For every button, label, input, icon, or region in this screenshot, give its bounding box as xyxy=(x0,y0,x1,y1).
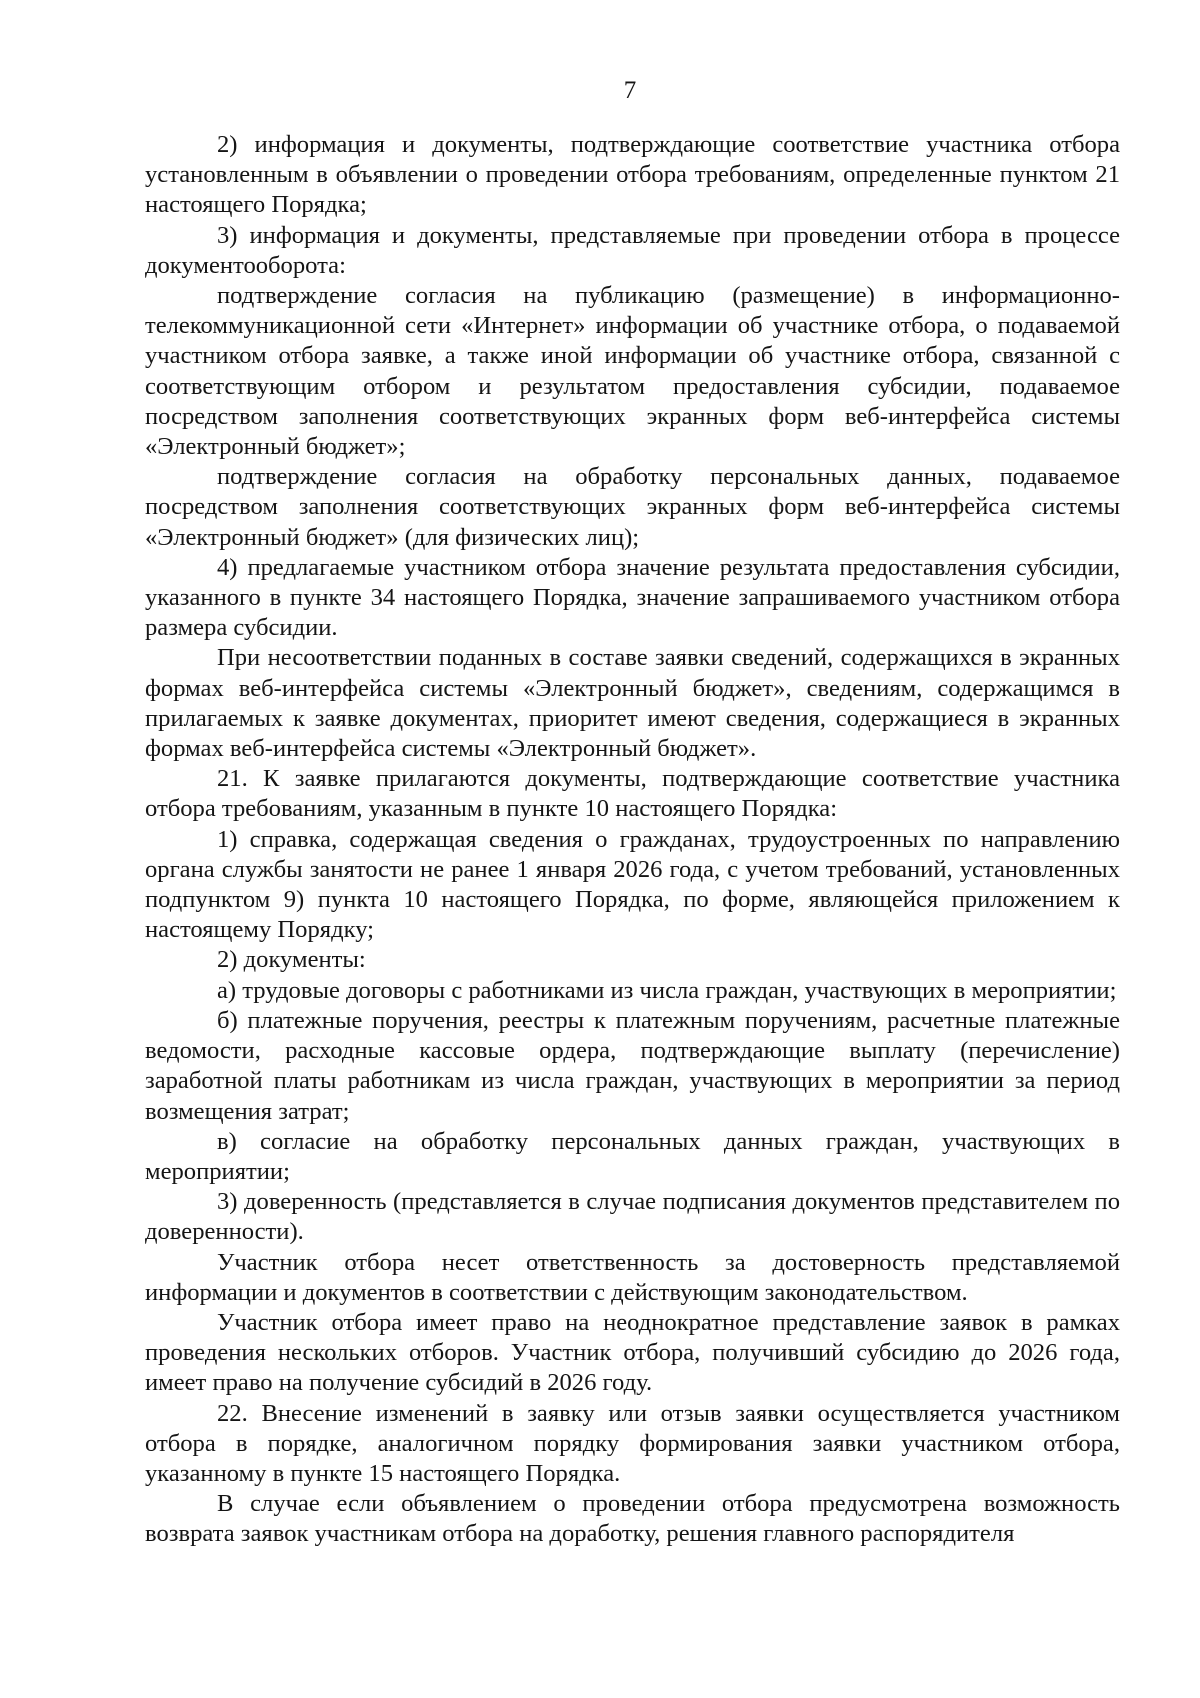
document-body xyxy=(145,130,1120,1550)
paragraph-clause-21-item-2: 2) документы: xyxy=(217,946,366,974)
paragraph-responsibility: Участник отбора несет ответственность за достоверность представляемой информации и документов в соответствии с действующим законодательством. xyxy=(145,1248,1120,1306)
paragraph-item-3-document-flow: 3) информация и документы, представляемые при проведении отбора в процессе документооборота: xyxy=(145,221,1120,279)
paragraph-return-for-revision: В случае если объявлением о проведении отбора предусмотрена возможность возврата заявок участникам отбора на доработку, решения главного распорядителя xyxy=(145,1490,1120,1548)
paragraph-personal-data-consent: подтверждение согласия на обработку персональных данных, подаваемое посредством заполнения соответствующих экранных форм веб-интерфейса системы «Электронный бюджет» (для физических лиц); xyxy=(145,463,1120,551)
paragraph-multiple-applications: Участник отбора имеет право на неоднократное представление заявок в рамках проведения нескольких отборов. Участник отбора, получивший субсидию до 2026 года, имеет право на получение субсидий в 2026 году. xyxy=(145,1308,1120,1397)
page-number: 7 xyxy=(623,77,637,104)
paragraph-item-4-result-value: 4) предлагаемые участником отбора значение результата предоставления субсидии, указанного в пункте 34 настоящего Порядка, значение запрашиваемого участником отбора размера субсидии. xyxy=(145,553,1120,642)
paragraph-publication-consent: подтверждение согласия на публикацию (размещение) в информационно-телекоммуникационной сети «Интернет» информации об участнике отбора, о подаваемой участником отбора заявке, а также иной информации об участнике отбора, связанной с соответствующим отбором и результатом предоставления субсидии, подаваемое посредством заполнения соответствующих экранных форм веб-интерфейса системы «Электронный бюджет»; xyxy=(145,282,1120,461)
paragraph-clause-21-item-3: 3) доверенность (представляется в случае подписания документов представителем по доверенности). xyxy=(145,1188,1120,1246)
paragraph-item-2-documents-compliance: 2) информация и документы, подтверждающие соответствие участника отбора установленным в объявлении о проведении отбора требованиям, определенные пунктом 21 настоящего Порядка; xyxy=(145,131,1120,219)
paragraph-clause-21-item-2v: в) согласие на обработку персональных данных граждан, участвующих в мероприятии; xyxy=(145,1127,1120,1185)
paragraph-clause-21-item-2b: б) платежные поручения, реестры к платежным поручениям, расчетные платежные ведомости, расходные кассовые ордера, подтверждающие выплату (перечисление) заработной платы работникам из числа граждан, участвующих в мероприятии за период возмещения затрат; xyxy=(145,1006,1120,1125)
paragraph-clause-21: 21. К заявке прилагаются документы, подтверждающие соответствие участника отбора требованиям, указанным в пункте 10 настоящего Порядка: xyxy=(145,765,1120,823)
paragraph-clause-22: 22. Внесение изменений в заявку или отзыв заявки осуществляется участником отбора в порядке, аналогичном порядку формирования заявки участником отбора, указанному в пункте 15 настоящего Порядка. xyxy=(145,1399,1120,1487)
paragraph-clause-21-item-2a: а) трудовые договоры с работниками из числа граждан, участвующих в мероприятии; xyxy=(217,976,1117,1004)
paragraph-priority-of-screen-forms: При несоответствии поданных в составе заявки сведений, содержащихся в экранных формах веб-интерфейса системы «Электронный бюджет», сведениям, содержащимся в прилагаемых к заявке документах, приоритет имеют сведения, содержащиеся в экранных формах веб-интерфейса системы «Электронный бюджет». xyxy=(145,644,1120,763)
paragraph-clause-21-item-1: 1) справка, содержащая сведения о гражданах, трудоустроенных по направлению органа службы занятости не ранее 1 января 2026 года, с учетом требований, установленных подпунктом 9) пункта 10 настоящего Порядка, по форме, являющейся приложением к настоящему Порядку; xyxy=(145,825,1120,944)
